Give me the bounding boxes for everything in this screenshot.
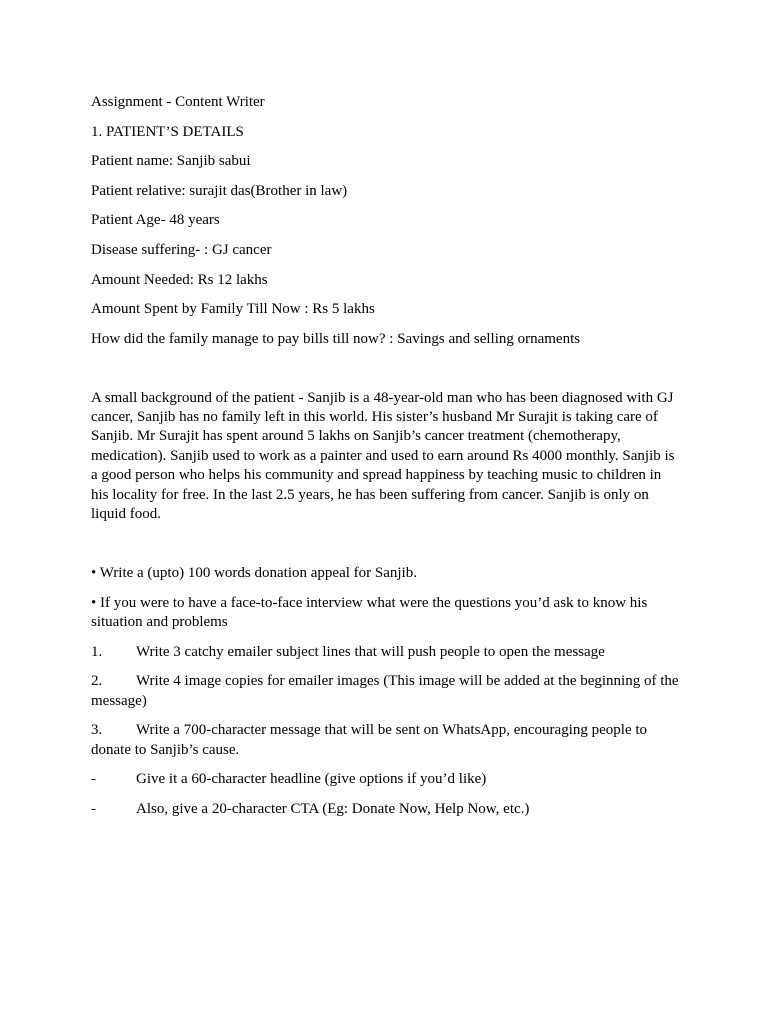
- bullet-item: • If you were to have a face-to-face interview what were the questions you’d ask to know his situation and problems: [91, 594, 648, 630]
- list-marker: 3.: [91, 722, 103, 739]
- numbered-item: [91, 721, 681, 760]
- list-item-text: Give it a 60-character headline (give options if you’d like): [136, 771, 487, 788]
- detail-amount-needed: Amount Needed: Rs 12 lakhs: [91, 271, 268, 288]
- list-item-text: Write 4 image copies for emailer images (This image will be added at the beginning of the message): [91, 673, 679, 709]
- list-item-text: Write 3 catchy emailer subject lines that will push people to open the message: [136, 643, 605, 660]
- numbered-item: [91, 672, 681, 711]
- background-paragraph: A small background of the patient - Sanjib is a 48-year-old man who has been diagnosed with GJ cancer, Sanjib has no family left in this world. His sister’s husband Mr Surajit is taking care of Sanjib. Mr Surajit has spent around 5 lakhs on Sanjib’s cancer treatment (chemotherapy, medication). Sanjib used to work as a painter and used to earn around Rs 4000 monthly. Sanjib is a good person who helps his community and spread happiness by teaching music to children in his locality for free. In the last 2.5 years, he has been suffering from cancer. Sanjib is only on liquid food.: [91, 389, 675, 523]
- list-item-text: Write a 700-character message that will be sent on WhatsApp, encouraging people to donate to Sanjib’s cause.: [91, 722, 648, 758]
- document-title: Assignment - Content Writer: [91, 94, 265, 110]
- dashed-item: [91, 800, 681, 819]
- list-marker: 2.: [91, 673, 103, 690]
- dashed-item: [91, 770, 681, 789]
- detail-patient-age: Patient Age- 48 years: [91, 212, 220, 229]
- list-marker: -: [91, 771, 96, 788]
- detail-amount-spent: Amount Spent by Family Till Now : Rs 5 lakhs: [91, 301, 375, 318]
- list-item-text: Also, give a 20-character CTA (Eg: Donate Now, Help Now, etc.): [136, 800, 530, 817]
- list-marker: -: [91, 800, 96, 817]
- section-heading: 1. PATIENT’S DETAILS: [91, 123, 244, 140]
- detail-disease: Disease suffering- : GJ cancer: [91, 241, 272, 258]
- list-marker: 1.: [91, 643, 103, 660]
- detail-payment-method: How did the family manage to pay bills till now? : Savings and selling ornaments: [91, 330, 581, 347]
- document-page: [91, 93, 681, 829]
- detail-patient-name: Patient name: Sanjib sabui: [91, 153, 251, 170]
- detail-patient-relative: Patient relative: surajit das(Brother in law): [91, 182, 348, 199]
- bullet-item: • Write a (upto) 100 words donation appeal for Sanjib.: [91, 565, 417, 581]
- numbered-item: [91, 643, 681, 662]
